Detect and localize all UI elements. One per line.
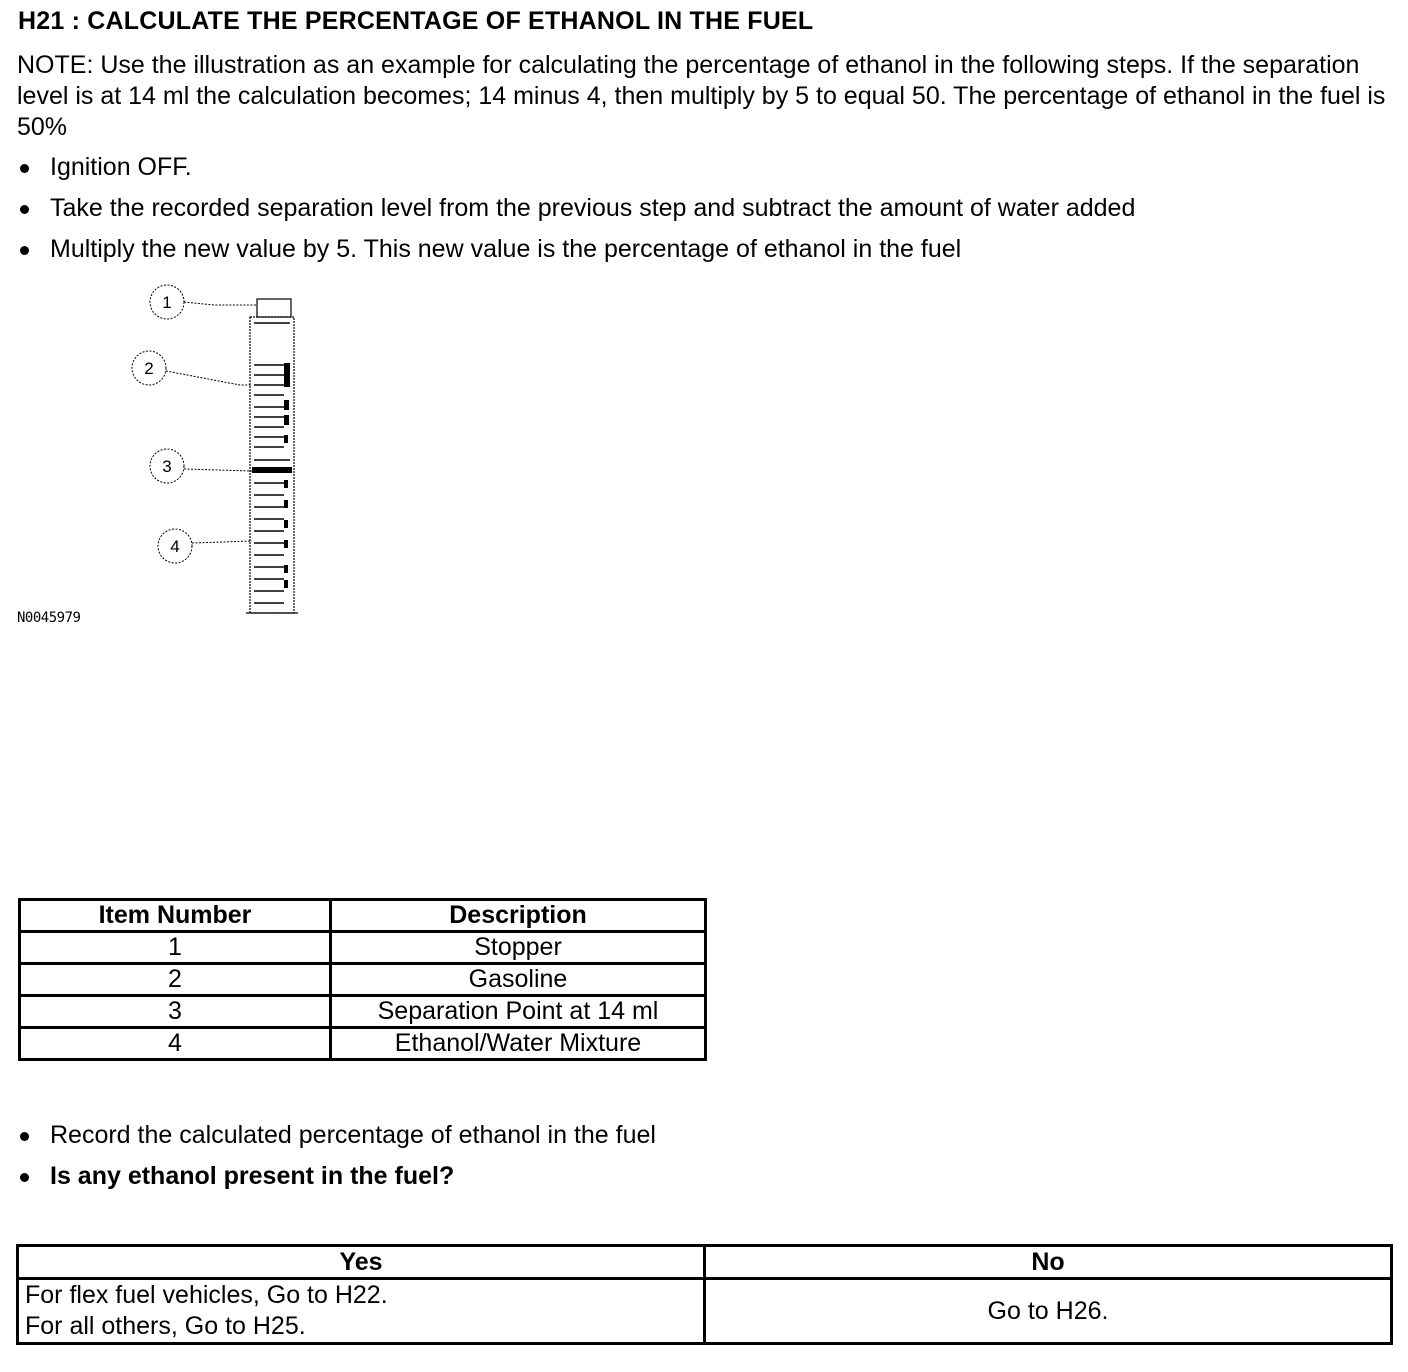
decision-table xyxy=(16,1244,1393,1345)
leader-line-4 xyxy=(192,541,252,543)
description-cell: Stopper xyxy=(331,932,706,964)
note-paragraph: NOTE: Use the illustration as an example for calculating the percentage of ethanol in the following steps. If the separation level is at 14 ml the calculation becomes; 14 minus 4, then multiply by 5 to equal 50. The percentage of ethanol in the fuel is 50% xyxy=(17,51,1386,141)
item-number-cell: 3 xyxy=(20,996,331,1028)
yes-line-flex-fuel[interactable]: For flex fuel vehicles, Go to H22. xyxy=(25,1281,388,1309)
bullet-dot xyxy=(20,205,29,214)
question-text: Is any ethanol present in the fuel? xyxy=(50,1162,455,1190)
description-cell: Ethanol/Water Mixture xyxy=(331,1028,706,1060)
no-cell[interactable]: Go to H26. xyxy=(705,1279,1392,1344)
leader-line-2 xyxy=(166,371,252,385)
bullet-dot xyxy=(20,1173,29,1182)
decision-row xyxy=(18,1279,1392,1344)
bullet-dot xyxy=(20,164,29,173)
yes-line-others[interactable]: For all others, Go to H25. xyxy=(25,1312,306,1340)
callout-1-label: 1 xyxy=(162,293,172,312)
stopper-shape xyxy=(257,299,291,317)
decision-header-row xyxy=(18,1246,1392,1279)
leader-line-3 xyxy=(184,469,252,471)
bullet-dot xyxy=(20,246,29,255)
step-text: Ignition OFF. xyxy=(50,153,192,181)
yes-cell xyxy=(18,1279,705,1344)
table-row xyxy=(20,996,706,1028)
item-number-cell: 2 xyxy=(20,964,331,996)
table-row xyxy=(20,964,706,996)
graduated-cylinder-illustration xyxy=(120,275,320,625)
table-row xyxy=(20,1028,706,1060)
description-cell: Separation Point at 14 ml xyxy=(331,996,706,1028)
item-number-cell: 1 xyxy=(20,932,331,964)
step-text: Take the recorded separation level from the previous step and subtract the amount of water added xyxy=(50,194,1136,222)
leader-line-1 xyxy=(184,302,257,305)
item-number-header: Item Number xyxy=(20,900,331,932)
callout-4-label: 4 xyxy=(170,537,180,556)
callout-3-label: 3 xyxy=(162,457,172,476)
table-row xyxy=(20,932,706,964)
step-text: Multiply the new value by 5. This new value is the percentage of ethanol in the fuel xyxy=(50,235,962,263)
table-header-row xyxy=(20,900,706,932)
description-cell: Gasoline xyxy=(331,964,706,996)
description-header: Description xyxy=(331,900,706,932)
bullet-dot xyxy=(20,1132,29,1141)
yes-header: Yes xyxy=(18,1246,705,1279)
page-title: H21 : CALCULATE THE PERCENTAGE OF ETHANOL IN THE FUEL xyxy=(18,7,814,35)
step-text: Record the calculated percentage of ethanol in the fuel xyxy=(50,1121,656,1149)
figure-id: N0045979 xyxy=(17,610,81,626)
no-header: No xyxy=(705,1246,1392,1279)
item-description-table xyxy=(18,898,707,1061)
callout-2-label: 2 xyxy=(144,359,154,378)
item-number-cell: 4 xyxy=(20,1028,331,1060)
